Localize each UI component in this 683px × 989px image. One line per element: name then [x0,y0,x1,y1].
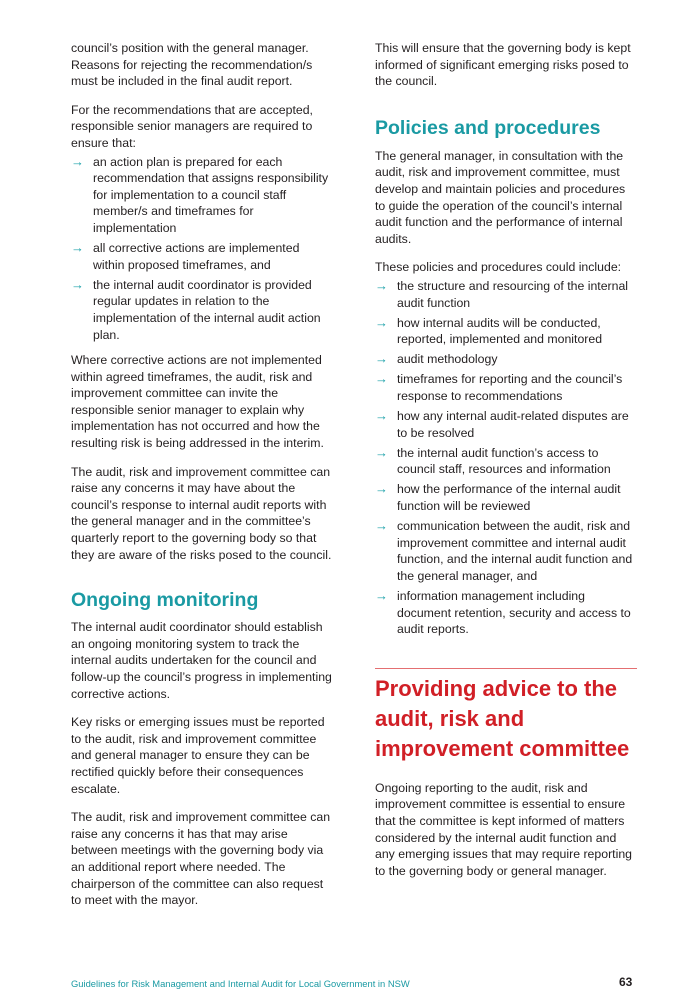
list-item-text: communication between the audit, risk and improvement committee and internal audit function, and the internal audit function and the general manager, and [397,519,633,583]
list-item [375,408,637,441]
list-item [375,588,637,638]
paragraph: For the recommendations that are accepted, responsible senior managers are required to ensure that: [71,102,313,150]
page-number: 63 [619,975,633,989]
list-item-text: the internal audit coordinator is provided regular updates in relation to the implementation of the internal audit action plan. [93,277,321,342]
list-item [375,278,637,311]
list-item [71,240,333,273]
arrow-right-icon: → [375,518,388,534]
recommendation-actions-list [71,154,333,344]
section-heading-policies: Policies and procedures [375,116,601,139]
list-item-text: how the performance of the internal audit function will be reviewed [397,482,621,514]
list-item-text: timeframes for reporting and the council’s response to recommendations [397,372,623,403]
section-divider [375,668,637,669]
list-item-text: an action plan is prepared for each recommendation that assigns responsibility for implementation to a council staff member/s and timeframes for implementation [93,154,329,235]
arrow-right-icon: → [375,314,388,330]
paragraph: The audit, risk and improvement committee can raise any concerns it has that may arise between meetings with the governing body via an additional report where needed. The chairperson of the committee can also request to meet with the mayor. [71,810,331,908]
right-column [375,40,637,879]
paragraph: The audit, risk and improvement committee can raise any concerns it may have about the council’s response to internal audit reports with the general manager and in the committee’s quarterly report to the governing body so that they are aware of the risks posed to the council. [71,464,332,562]
list-item-text: how any internal audit-related disputes are to be resolved [397,409,629,440]
list-item [375,351,637,368]
left-column [71,40,333,909]
arrow-right-icon: → [71,240,84,256]
arrow-right-icon: → [375,408,388,424]
list-item-text: audit methodology [397,352,498,367]
list-item-text: the internal audit function’s access to council staff, resources and information [397,445,611,477]
list-item [71,277,333,343]
list-item [375,371,637,404]
list-item-text: information management including document retention, security and access to audit reports. [397,589,631,637]
arrow-right-icon: → [71,276,84,292]
paragraph: Key risks or emerging issues must be reported to the audit, risk and improvement committee and general manager to ensure they can be rectified quickly before their consequences escalate. [71,715,325,796]
section-heading-ongoing-monitoring: Ongoing monitoring [71,589,259,612]
arrow-right-icon: → [71,153,84,169]
list-item-text: how internal audits will be conducted, reported, implemented and monitored [397,315,603,347]
list-item-text: the structure and resourcing of the internal audit function [397,278,629,310]
list-item-text: all corrective actions are implemented within proposed timeframes, and [93,241,300,272]
paragraph: The general manager, in consultation with the audit, risk and improvement committee, must develop and maintain policies and procedures to guide the operation of the council’s internal audit function and the performance of internal audits. [375,148,626,246]
list-item [375,315,637,348]
list-item [375,445,637,478]
arrow-right-icon: → [375,588,388,604]
paragraph: Ongoing reporting to the audit, risk and improvement committee is essential to ensure that the committee is kept informed of matters considered by the internal audit function and any emerging issues that may require reporting to the governing body or general manager. [375,780,632,878]
list-item [71,154,333,237]
arrow-right-icon: → [375,277,388,293]
arrow-right-icon: → [375,481,388,497]
paragraph: council’s position with the general manager. Reasons for rejecting the recommendation/s must be included in the final audit report. [71,41,313,89]
paragraph: This will ensure that the governing body is kept informed of significant emerging risks posed to the council. [375,41,631,89]
list-item [375,481,637,514]
arrow-right-icon: → [375,444,388,460]
paragraph: Where corrective actions are not implemented within agreed timeframes, the audit, risk and improvement committee can invite the responsible senior manager to explain why implementation has not occurred and how the resulting risk is being addressed in the interim. [71,353,324,451]
footer-document-title: Guidelines for Risk Management and Internal Audit for Local Government in NSW [71,978,410,989]
paragraph: The internal audit coordinator should establish an ongoing monitoring system to track the internal audits undertaken for the council and follow-up the council’s progress in implementing corrective actions. [71,620,332,701]
list-item [375,518,637,584]
section-heading-providing-advice: Providing advice to the audit, risk and improvement committee [375,675,630,761]
paragraph: These policies and procedures could include: [375,260,622,275]
policies-list [375,278,637,638]
arrow-right-icon: → [375,371,388,387]
arrow-right-icon: → [375,351,388,367]
